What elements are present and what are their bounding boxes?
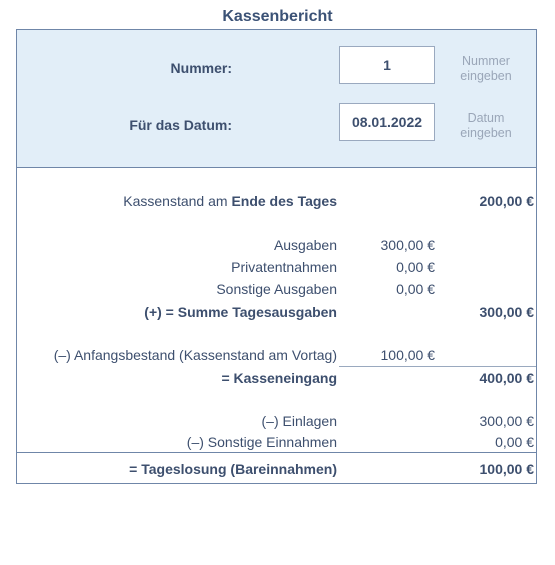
sonstige-einnahmen-row (17, 433, 536, 451)
tageslosung-row (17, 460, 536, 478)
einlagen-total: 300,00 € (479, 413, 534, 429)
total-divider (17, 452, 536, 453)
end-balance-label-prefix: Kassenstand am (123, 193, 232, 209)
einlagen-label: (–) Einlagen (261, 413, 337, 429)
end-balance-row (17, 192, 536, 210)
kasseneingang-total: 400,00 € (479, 370, 534, 386)
anfangsbestand-row (17, 346, 536, 364)
input-section (17, 30, 536, 168)
end-balance-total: 200,00 € (479, 193, 534, 209)
page-title: Kassenbericht (222, 8, 333, 25)
sonstige-ausgaben-value: 0,00 € (396, 281, 435, 297)
date-hint-line1: Datum (467, 111, 505, 125)
privatentnahmen-row (17, 258, 536, 276)
date-field[interactable]: 08.01.2022 (339, 103, 435, 141)
date-label: Für das Datum: (129, 117, 232, 133)
number-hint-line2: eingeben (460, 69, 512, 83)
subtotal-divider (339, 366, 536, 367)
end-balance-label (123, 192, 337, 210)
tageslosung-total: 100,00 € (479, 461, 534, 477)
sonstige-ausgaben-row (17, 280, 536, 298)
report-panel (16, 29, 537, 484)
sonstige-ausgaben-label: Sonstige Ausgaben (216, 281, 337, 297)
anfangsbestand-label: (–) Anfangsbestand (Kassenstand am Vortag) (53, 347, 337, 363)
sonstige-einnahmen-label: (–) Sonstige Einnahmen (186, 434, 337, 450)
date-hint (447, 111, 525, 141)
end-balance-label-bold: Ende des Tages (231, 193, 337, 209)
privatentnahmen-value: 0,00 € (396, 259, 435, 275)
summe-tagesausgaben-total: 300,00 € (479, 304, 534, 320)
number-label: Nummer: (170, 60, 232, 76)
summe-tagesausgaben-row (17, 303, 536, 321)
ausgaben-row (17, 236, 536, 254)
date-hint-line2: eingeben (460, 126, 512, 140)
number-field[interactable]: 1 (339, 46, 435, 84)
privatentnahmen-label: Privatentnahmen (231, 259, 337, 275)
summe-tagesausgaben-label: (+) = Summe Tagesausgaben (144, 304, 337, 320)
einlagen-row (17, 412, 536, 430)
anfangsbestand-value: 100,00 € (380, 347, 435, 363)
kasseneingang-label: = Kasseneingang (221, 370, 337, 386)
sonstige-einnahmen-total: 0,00 € (495, 434, 534, 450)
tageslosung-label: = Tageslosung (Bareinnahmen) (129, 461, 337, 477)
number-hint (447, 54, 525, 84)
ausgaben-label: Ausgaben (273, 237, 337, 253)
number-hint-line1: Nummer (462, 54, 510, 68)
kasseneingang-row (17, 369, 536, 387)
ausgaben-value: 300,00 € (380, 237, 435, 253)
